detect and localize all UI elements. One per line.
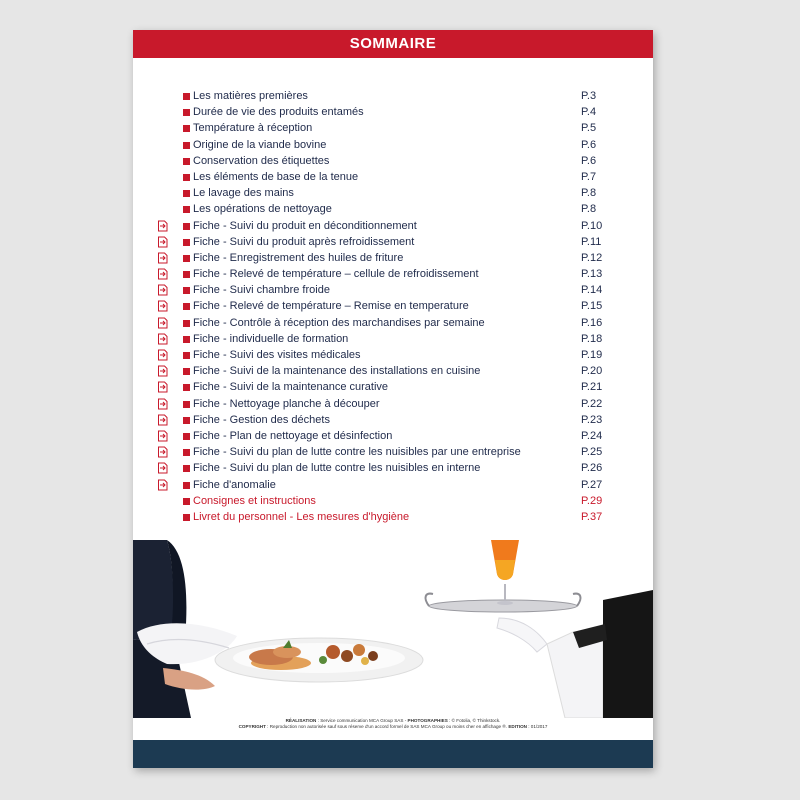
square-bullet-icon bbox=[183, 417, 190, 424]
toc-page-number: P.25 bbox=[581, 446, 603, 459]
toc-page-number: P.24 bbox=[581, 429, 603, 442]
toc-page-number: P.37 bbox=[581, 510, 603, 523]
document-arrow-icon bbox=[157, 284, 169, 296]
document-arrow-icon bbox=[157, 398, 169, 410]
toc-row[interactable] bbox=[153, 363, 623, 379]
document-arrow-icon bbox=[157, 349, 169, 361]
toc-label: Fiche - Gestion des déchets bbox=[193, 413, 330, 426]
toc-label: Fiche - Nettoyage planche à découper bbox=[193, 397, 380, 410]
toc-row[interactable] bbox=[153, 120, 623, 136]
toc-row[interactable] bbox=[153, 412, 623, 428]
credits-line-2: COPYRIGHT : Reproduction non autorisée sauf sous réserve d'un accord formel de SAS MCA Group ou moins cher en affichage ®. EDITION : 01/2017 bbox=[238, 724, 548, 729]
toc-label: Le lavage des mains bbox=[193, 187, 294, 200]
square-bullet-icon bbox=[183, 449, 190, 456]
toc-page-number: P.21 bbox=[581, 381, 603, 394]
toc-label: Fiche - Suivi du plan de lutte contre les nuisibles en interne bbox=[193, 462, 481, 475]
toc-page-number: P.8 bbox=[581, 203, 597, 216]
toc-page-number: P.29 bbox=[581, 494, 603, 507]
toc-page-number: P.12 bbox=[581, 251, 603, 264]
toc-page-number: P.13 bbox=[581, 268, 603, 281]
document-arrow-icon bbox=[157, 446, 169, 458]
credits-line-1: RÉALISATION : Service communication MCA Group SAS - PHOTOGRAPHIES : © Fotolia, © Thinkstock. bbox=[285, 718, 501, 723]
square-bullet-icon bbox=[183, 190, 190, 197]
document-arrow-icon bbox=[157, 479, 169, 491]
toc-page-number: P.8 bbox=[581, 187, 597, 200]
square-bullet-icon bbox=[183, 498, 190, 505]
toc-row[interactable] bbox=[153, 493, 623, 509]
toc-page-number: P.16 bbox=[581, 316, 603, 329]
toc-row[interactable] bbox=[153, 218, 623, 234]
credits bbox=[133, 718, 653, 730]
square-bullet-icon bbox=[183, 255, 190, 262]
toc-row[interactable] bbox=[153, 509, 623, 525]
document-arrow-icon bbox=[157, 252, 169, 264]
toc-page-number: P.19 bbox=[581, 349, 603, 361]
toc-page-number: P.6 bbox=[581, 138, 597, 151]
toc-page-number: P.11 bbox=[581, 235, 602, 248]
toc-label: Fiche d'anomalie bbox=[193, 478, 276, 491]
square-bullet-icon bbox=[183, 223, 190, 230]
toc-row[interactable] bbox=[153, 104, 623, 120]
toc-row[interactable] bbox=[153, 428, 623, 444]
document-arrow-icon bbox=[157, 462, 169, 474]
document-arrow-icon bbox=[157, 300, 169, 312]
toc-label: Fiche - Plan de nettoyage et désinfection bbox=[193, 429, 393, 442]
document-arrow-icon bbox=[157, 333, 169, 345]
document-arrow-icon bbox=[157, 430, 169, 442]
toc-label: Fiche - Enregistrement des huiles de friture bbox=[193, 251, 404, 264]
table-of-contents bbox=[153, 88, 623, 525]
document-page bbox=[133, 30, 653, 768]
toc-row[interactable] bbox=[153, 201, 623, 217]
toc-label: Les opérations de nettoyage bbox=[193, 203, 332, 216]
square-bullet-icon bbox=[183, 142, 190, 149]
toc-row[interactable] bbox=[153, 379, 623, 395]
toc-page-number: P.5 bbox=[581, 122, 597, 135]
toc-page-number: P.22 bbox=[581, 397, 603, 410]
square-bullet-icon bbox=[183, 433, 190, 440]
square-bullet-icon bbox=[183, 514, 190, 521]
toc-row[interactable] bbox=[153, 250, 623, 266]
toc-label: Consignes et instructions bbox=[193, 494, 316, 507]
square-bullet-icon bbox=[183, 320, 190, 327]
toc-label: Les matières premières bbox=[193, 90, 308, 102]
toc-page-number: P.14 bbox=[581, 284, 603, 297]
square-bullet-icon bbox=[183, 271, 190, 278]
document-arrow-icon bbox=[157, 317, 169, 329]
square-bullet-icon bbox=[183, 109, 190, 116]
square-bullet-icon bbox=[183, 303, 190, 310]
toc-row[interactable] bbox=[153, 137, 623, 153]
toc-row[interactable] bbox=[153, 331, 623, 347]
toc-page-number: P.20 bbox=[581, 365, 603, 378]
toc-label: Fiche - Suivi de la maintenance curative bbox=[193, 381, 389, 394]
document-arrow-icon bbox=[157, 381, 169, 393]
toc-label: Fiche - Contrôle à réception des marchandises par semaine bbox=[193, 316, 485, 329]
toc-page-number: P.4 bbox=[581, 106, 597, 119]
square-bullet-icon bbox=[183, 465, 190, 472]
toc-page-number: P.6 bbox=[581, 154, 597, 167]
toc-row[interactable] bbox=[153, 185, 623, 201]
toc-row[interactable] bbox=[153, 460, 623, 476]
toc-page-number: P.10 bbox=[581, 219, 603, 232]
toc-label: Fiche - Suivi du produit en déconditionnement bbox=[193, 219, 417, 232]
document-arrow-icon bbox=[157, 365, 169, 377]
square-bullet-icon bbox=[183, 368, 190, 375]
square-bullet-icon bbox=[183, 384, 190, 391]
toc-label: Durée de vie des produits entamés bbox=[193, 106, 364, 119]
square-bullet-icon bbox=[183, 482, 190, 489]
toc-row[interactable] bbox=[153, 153, 623, 169]
footer-band bbox=[133, 740, 653, 768]
toc-label: Fiche - Suivi chambre froide bbox=[193, 284, 330, 297]
square-bullet-icon bbox=[183, 174, 190, 181]
toc-page-number: P.26 bbox=[581, 462, 603, 475]
document-arrow-icon bbox=[157, 236, 169, 248]
toc-label: Fiche - Relevé de température – Remise en temperature bbox=[193, 300, 469, 313]
toc-row[interactable] bbox=[153, 282, 623, 298]
square-bullet-icon bbox=[183, 352, 190, 359]
toc-row[interactable] bbox=[153, 88, 623, 104]
toc-row[interactable] bbox=[153, 347, 623, 363]
toc-label: Fiche - Suivi de la maintenance des installations en cuisine bbox=[193, 365, 481, 378]
document-arrow-icon bbox=[157, 414, 169, 426]
toc-page-number: P.3 bbox=[581, 90, 597, 102]
toc-page-number: P.7 bbox=[581, 170, 597, 183]
toc-row[interactable] bbox=[153, 396, 623, 412]
toc-row[interactable] bbox=[153, 444, 623, 460]
toc-label: Fiche - Suivi du plan de lutte contre les nuisibles par une entreprise bbox=[193, 446, 521, 459]
toc-row[interactable] bbox=[153, 315, 623, 331]
toc-label: Fiche - individuelle de formation bbox=[193, 332, 349, 345]
toc-row[interactable] bbox=[153, 234, 623, 250]
toc-label: Température à réception bbox=[193, 122, 313, 135]
square-bullet-icon bbox=[183, 287, 190, 294]
toc-label: Conservation des étiquettes bbox=[193, 154, 330, 167]
toc-label: Les éléments de base de la tenue bbox=[193, 170, 359, 183]
toc-row[interactable] bbox=[153, 169, 623, 185]
toc-label: Fiche - Relevé de température – cellule de refroidissement bbox=[193, 268, 479, 281]
toc-row[interactable] bbox=[153, 298, 623, 314]
square-bullet-icon bbox=[183, 336, 190, 343]
toc-label: Fiche - Suivi du produit après refroidissement bbox=[193, 235, 415, 248]
square-bullet-icon bbox=[183, 206, 190, 213]
toc-label: Fiche - Suivi des visites médicales bbox=[193, 349, 361, 361]
toc-row[interactable] bbox=[153, 266, 623, 282]
toc-page-number: P.15 bbox=[581, 300, 603, 313]
toc-label: Origine de la viande bovine bbox=[193, 138, 327, 151]
toc-page-number: P.23 bbox=[581, 413, 603, 426]
square-bullet-icon bbox=[183, 158, 190, 165]
toc-row[interactable] bbox=[153, 477, 623, 493]
page-title: SOMMAIRE bbox=[133, 30, 653, 58]
toc-page-number: P.18 bbox=[581, 332, 603, 345]
document-arrow-icon bbox=[157, 268, 169, 280]
square-bullet-icon bbox=[183, 239, 190, 246]
square-bullet-icon bbox=[183, 125, 190, 132]
hero-photo bbox=[133, 540, 653, 718]
document-arrow-icon bbox=[157, 220, 169, 232]
toc-label: Livret du personnel - Les mesures d'hygiène bbox=[193, 510, 410, 523]
square-bullet-icon bbox=[183, 93, 190, 100]
toc-page-number: P.27 bbox=[581, 478, 603, 491]
square-bullet-icon bbox=[183, 401, 190, 408]
